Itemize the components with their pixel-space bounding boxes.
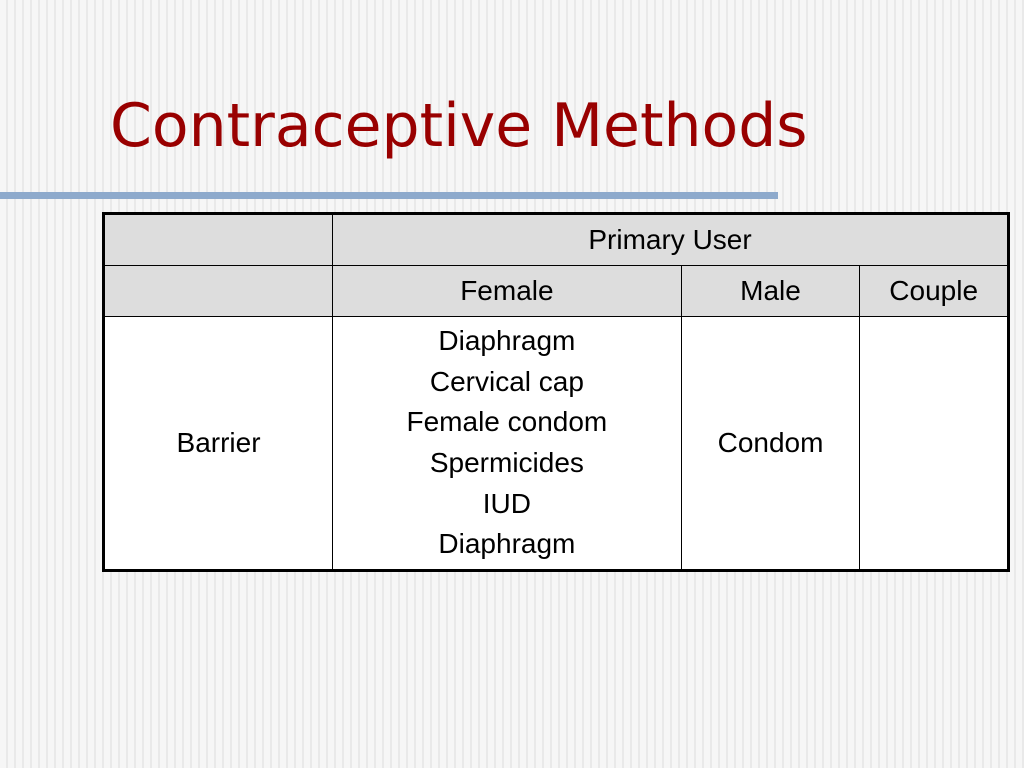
female-method-item: Diaphragm <box>438 325 576 357</box>
contraceptive-methods-table <box>102 212 1010 572</box>
female-method-item: Female condom <box>406 406 608 438</box>
female-method-item: Cervical cap <box>429 365 584 397</box>
female-method-item: IUD <box>482 487 531 519</box>
title-divider <box>0 192 778 199</box>
female-method-item: Diaphragm <box>438 528 576 560</box>
corner-cell-lower <box>104 266 333 317</box>
table-row <box>104 317 1009 571</box>
corner-cell <box>104 214 333 266</box>
group-header-primary-user: Primary User <box>333 214 1009 266</box>
cell-couple-methods <box>860 317 1009 571</box>
row-label-barrier: Barrier <box>104 317 333 571</box>
column-header-couple: Couple <box>860 266 1009 317</box>
header-row-columns <box>104 266 1009 317</box>
female-method-item: Spermicides <box>429 447 584 478</box>
cell-male-methods: Condom <box>681 317 860 571</box>
column-header-female: Female <box>333 266 682 317</box>
header-row-group <box>104 214 1009 266</box>
column-header-male: Male <box>681 266 860 317</box>
cell-female-methods <box>333 317 682 571</box>
slide-title: Contraceptive Methods <box>110 91 808 161</box>
